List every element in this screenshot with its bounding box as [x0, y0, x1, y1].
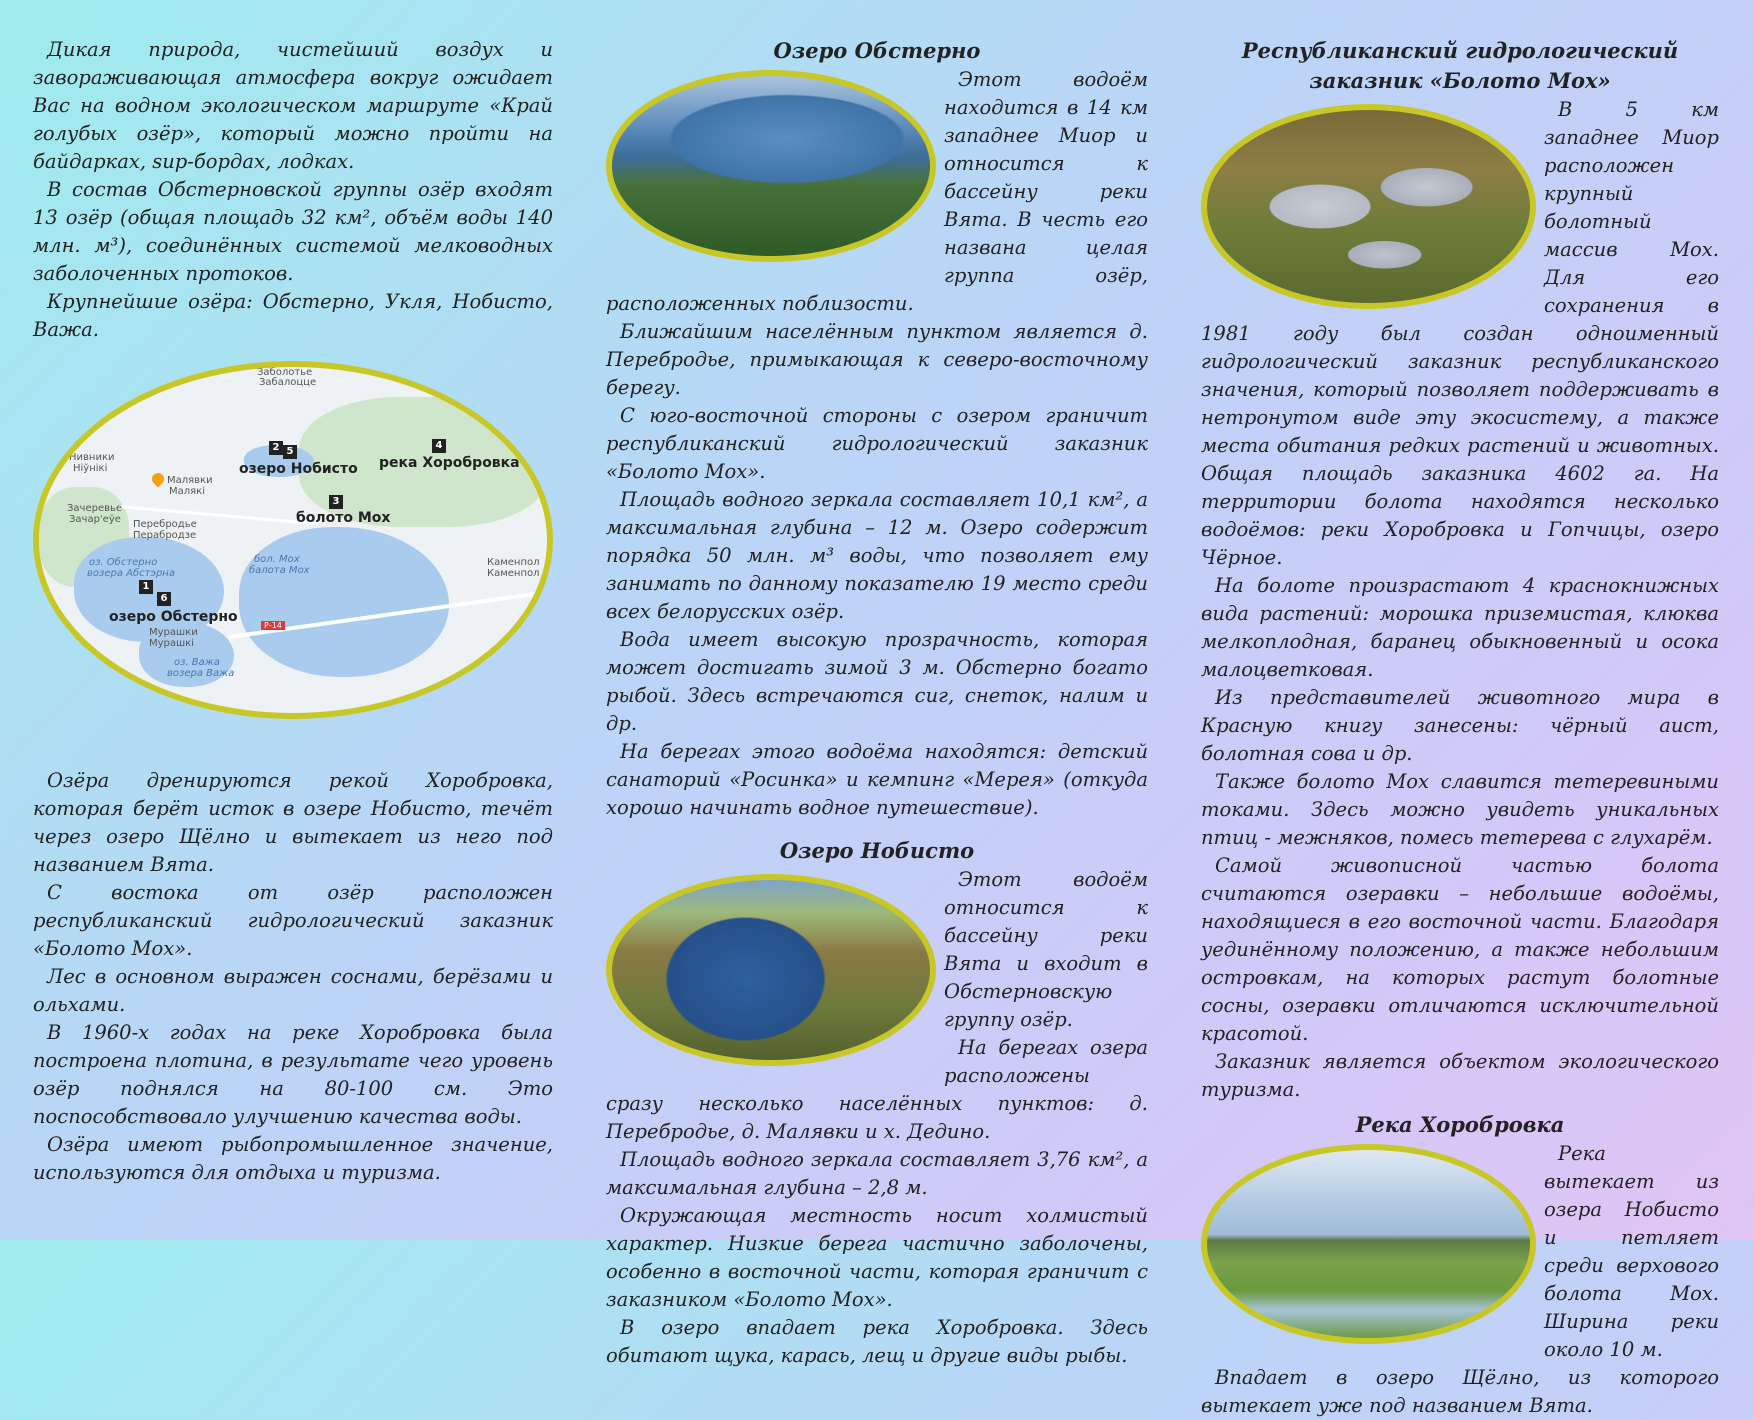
place-label: Нивники: [69, 452, 115, 463]
map-pin-2: 2: [269, 441, 283, 455]
body-paragraph: Этот водоём находится в 14 км западнее Миор и относится к бассейну реки Вята. В честь его названа целая группа озёр, расположенных поблизости.: [606, 68, 1148, 315]
section-title-moh: Республиканский гидрологический заказник «Болото Мох»: [1241, 38, 1679, 93]
route-map: [33, 361, 553, 719]
map-pin-3: 3: [329, 495, 343, 509]
body-paragraph: Площадь водного зеркала составляет 10,1 км², а максимальная глубина – 12 м. Озеро содержит порядка 50 млн. м³ воды, что позволяет ему занимать по данному показателю 19 место среди всех белорусских озёр.: [606, 488, 1148, 623]
place-label: Каменпол: [487, 568, 540, 579]
place-label: Перабродзе: [133, 530, 197, 541]
map-pin-5: 5: [283, 445, 297, 459]
place-label: Зачар'еўе: [69, 514, 121, 525]
body-paragraph: Этот водоём относится к бассейну реки Вята и входит в Обстерновскую группу озёр.: [944, 868, 1148, 1031]
column-left: [33, 36, 553, 719]
map-label-horobrovka: река Хоробровка: [379, 455, 520, 471]
column-middle: [606, 36, 1148, 1370]
body-paragraph: На берегах этого водоёма находятся: детский санаторий «Росинка» и кемпинг «Мерея» (откуда хорошо начинать водное путешествие).: [606, 740, 1148, 819]
place-label: Мурашкі: [149, 638, 194, 649]
body-paragraph: Вода имеет высокую прозрачность, которая может достигать зимой 3 м. Обстерно богато рыбой. Здесь встречаются сиг, снеток, налим и др.: [606, 628, 1148, 735]
intro-paragraph: В состав Обстерновской группы озёр входят 13 озёр (общая площадь 32 км², объём воды 140 млн. м³), соединённых системой мелководных заболоченных протоков.: [33, 178, 553, 285]
body-paragraph: В 5 км западнее Миор расположен крупный болотный массив Мох. Для его сохранения в 1981 году был создан одноименный гидрологический заказник республиканского значения, который позволяет поддерживать в нетронутом виде эту экосистему, а также места обитания редких растений и животных. Общая площадь заказника 4602 га. На территории болота находятся несколько водоёмов: реки Хоробровка и Гопчицы, озеро Чёрное.: [1201, 98, 1719, 569]
place-label: Заболотье: [257, 367, 313, 378]
photo-river-horobrovka: [1201, 1144, 1536, 1344]
bog-label: балота Мох: [249, 565, 310, 576]
section-title-nobisto: Озеро Нобисто: [779, 838, 975, 863]
body-paragraph: Также болото Мох славится тетеревиными токами. Здесь можно увидеть уникальных птиц - межняков, помесь тетерева с глухарём.: [1201, 770, 1719, 849]
map-pin-1: 1: [139, 580, 153, 594]
body-paragraph: Из представителей животного мира в Красную книгу занесены: чёрный аист, болотная сова и др.: [1201, 686, 1719, 765]
body-paragraph: Река вытекает из озера Нобисто и петляет среди верхового болота Мох. Ширина реки около 10 м.: [1544, 1142, 1719, 1361]
place-label: Перебродье: [133, 519, 197, 530]
photo-lake-obsterno: [606, 70, 936, 262]
body-paragraph: Озёра дренируются рекой Хоробровка, которая берёт исток в озере Нобисто, течёт через озеро Щёлно и вытекает из него под названием Вята.: [33, 769, 553, 876]
lake-label: возера Важа: [167, 668, 235, 679]
photo-bog-moh: [1201, 104, 1536, 309]
body-paragraph: С юго-восточной стороны с озером граничит республиканский гидрологический заказник «Болото Мох».: [606, 404, 1148, 483]
map-pin-4: 4: [432, 439, 446, 453]
moh-bog-area: [239, 527, 449, 677]
body-paragraph: На берегах озера расположены сразу несколько населённых пунктов: д. Перебродье, д. Малявки и х. Дедино.: [606, 1036, 1148, 1143]
body-paragraph: С востока от озёр расположен республиканский гидрологический заказник «Болото Мох».: [33, 881, 553, 960]
body-paragraph: Самой живописной частью болота считаются озеравки – небольшие водоёмы, находящиеся в его восточной части. Благодаря уединённому положению, а также небольшим островкам, на которых растут болотные сосны, озеравки отличаются исключительной красотой.: [1201, 854, 1719, 1045]
body-paragraph: Заказник является объектом экологического туризма.: [1201, 1050, 1719, 1101]
lake-label: оз. Важа: [174, 657, 220, 668]
section-title-river: Река Хоробровка: [1355, 1112, 1565, 1137]
column-left-bottom: [33, 767, 553, 1187]
map-pin-6: 6: [157, 592, 171, 606]
map-label-moh: болото Мох: [296, 510, 391, 526]
place-label: Малявки: [167, 475, 213, 486]
section-title-obsterno: Озеро Обстерно: [773, 38, 981, 63]
body-paragraph: В 1960-х годах на реке Хоробровка была построена плотина, в результате чего уровень озёр поднялся на 80-100 см. Это поспособствовало улучшению качества воды.: [33, 1021, 553, 1128]
road-badge: Р-14: [261, 621, 285, 630]
body-paragraph: На болоте произрастают 4 краснокнижных вида растений: морошка приземистая, клюква мелкоплодная, баранец обыкновенный и осока малоцветковая.: [1201, 574, 1719, 681]
map-label-nobisto: озеро Нобисто: [239, 461, 358, 477]
body-paragraph: Впадает в озеро Щёлно, из которого вытекает уже под названием Вята.: [1201, 1366, 1719, 1417]
photo-lake-nobisto: [606, 874, 936, 1066]
body-paragraph: В озеро впадает река Хоробровка. Здесь обитают щука, карась, лещ и другие виды рыбы.: [606, 1316, 1148, 1367]
intro-paragraph: Дикая природа, чистейший воздух и завораживающая атмосфера вокруг ожидает Вас на водном экологическом маршруте «Край голубых озёр», который можно пройти на байдарках, sup-бордах, лодках.: [33, 38, 553, 173]
location-pin-icon: [150, 471, 167, 488]
column-right: [1201, 36, 1719, 1420]
place-label: Мурашки: [149, 627, 198, 638]
place-label: Забалоцце: [259, 377, 317, 388]
lake-label: возера Абстэрна: [87, 568, 175, 579]
body-paragraph: Озёра имеют рыбопромышленное значение, используются для отдыха и туризма.: [33, 1133, 553, 1184]
place-label: Зачеревье: [67, 503, 123, 514]
body-paragraph: Окружающая местность носит холмистый характер. Низкие берега частично заболочены, особенно в восточной части, которая граничит с заказником «Болото Мох».: [606, 1204, 1148, 1311]
body-paragraph: Лес в основном выражен соснами, берёзами и ольхами.: [33, 965, 553, 1016]
bog-label: бол. Мох: [254, 554, 300, 565]
body-paragraph: Площадь водного зеркала составляет 3,76 км², а максимальная глубина – 2,8 м.: [606, 1148, 1148, 1199]
place-label: Малякі: [169, 486, 205, 497]
map-label-obsterno: озеро Обстерно: [109, 609, 238, 625]
place-label: Каменпол: [487, 557, 540, 568]
lake-label: оз. Обстерно: [89, 557, 158, 568]
body-paragraph: Ближайшим населённым пунктом является д. Перебродье, примыкающая к северо-восточному берегу.: [606, 320, 1148, 399]
place-label: Ніўнікі: [73, 463, 108, 474]
intro-paragraph: Крупнейшие озёра: Обстерно, Укля, Нобисто, Важа.: [33, 290, 553, 341]
